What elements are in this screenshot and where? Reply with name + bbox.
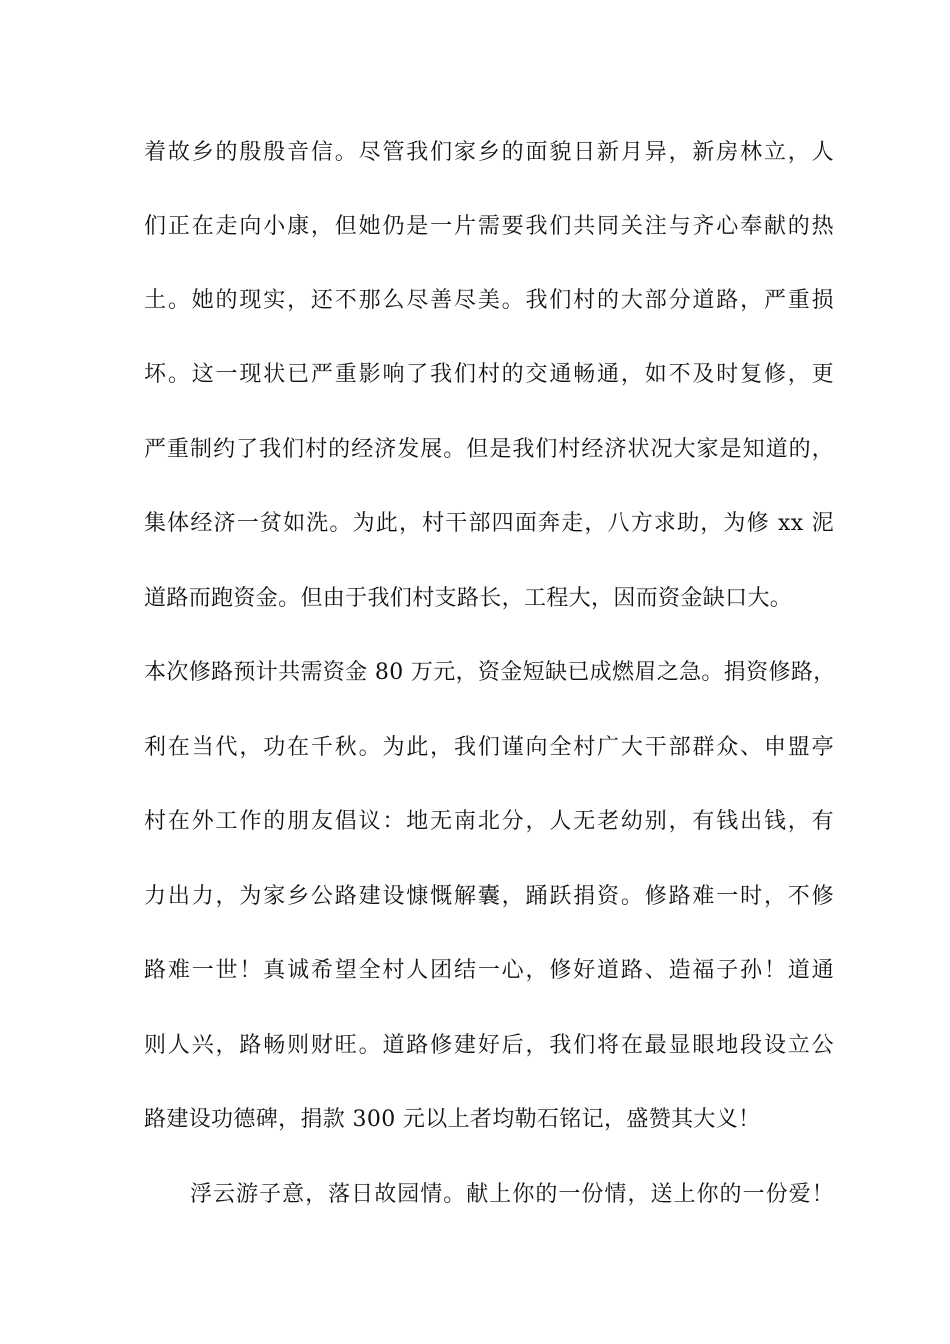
text-line-14: 路建设功德碑，捐款 300 元以上者均勒石铭记，盛赞其大义！ — [144, 1107, 761, 1132]
text-line-13: 则人兴，路畅则财旺。道路修建好后，我们将在最显眼地段设立公 — [144, 1033, 834, 1058]
text-line-6: 集体经济一贫如洗。为此，村干部四面奔走，八方求助，为修 xx 泥 — [144, 511, 834, 536]
text-line-3: 土。她的现实，还不那么尽善尽美。我们村的大部分道路，严重损 — [144, 288, 834, 313]
text-line-4: 坏。这一现状已严重影响了我们村的交通畅通，如不及时复修，更 — [144, 362, 834, 387]
text-line-12: 路难一世！真诚希望全村人团结一心，修好道路、造福子孙！道通 — [144, 958, 834, 983]
closing-paragraph: 浮云游子意，落日故园情。献上你的一份情，送上你的一份爱！ — [190, 1182, 834, 1207]
text-line-5: 严重制约了我们村的经济发展。但是我们村经济状况大家是知道的， — [144, 437, 834, 462]
text-line-9: 利在当代，功在千秋。为此，我们谨向全村广大干部群众、申盟亭 — [144, 735, 834, 760]
text-line-8: 本次修路预计共需资金 80 万元，资金短缺已成燃眉之急。捐资修路， — [144, 660, 836, 685]
text-line-2: 们正在走向小康，但她仍是一片需要我们共同关注与齐心奉献的热 — [144, 214, 834, 239]
text-line-7: 道路而跑资金。但由于我们村支路长，工程大，因而资金缺口大。 — [144, 586, 793, 611]
text-line-11: 力出力，为家乡公路建设慷慨解囊，踊跃捐资。修路难一时，不修 — [144, 884, 834, 909]
text-line-1: 着故乡的殷殷音信。尽管我们家乡的面貌日新月异，新房林立，人 — [144, 140, 834, 165]
text-line-10: 村在外工作的朋友倡议：地无南北分，人无老幼别，有钱出钱，有 — [144, 809, 834, 834]
